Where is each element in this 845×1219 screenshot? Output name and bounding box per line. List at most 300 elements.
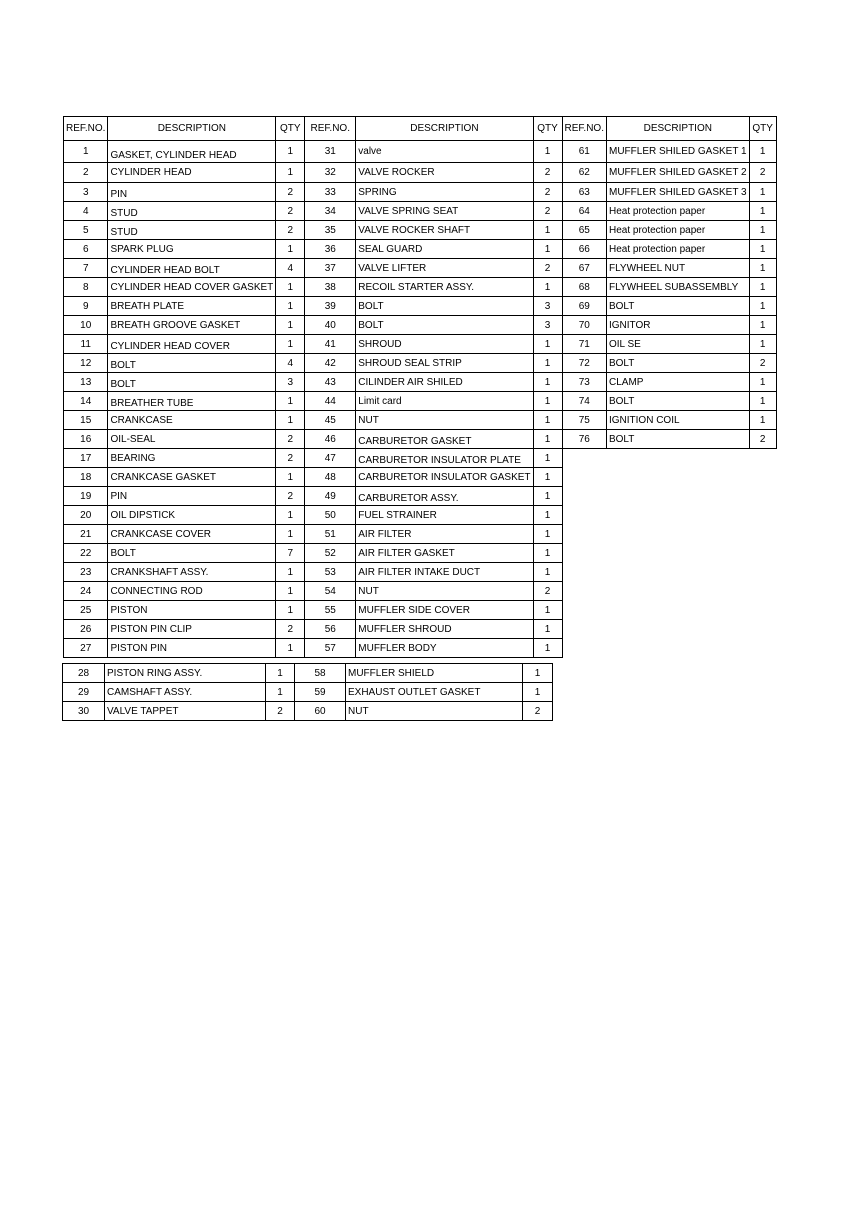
part-description: SHROUD <box>356 335 533 354</box>
part-quantity: 1 <box>533 639 562 658</box>
ref-number: 51 <box>305 525 356 544</box>
table-row <box>64 335 777 354</box>
table-row <box>63 702 553 721</box>
ref-number: 30 <box>63 702 105 721</box>
part-quantity: 1 <box>533 392 562 411</box>
part-quantity: 1 <box>276 163 305 183</box>
part-description: NUT <box>356 582 533 601</box>
part-description: CYLINDER HEAD COVER <box>108 335 276 354</box>
part-quantity: 1 <box>276 639 305 658</box>
part-quantity: 1 <box>533 544 562 563</box>
ref-number: 76 <box>562 430 606 449</box>
part-quantity: 3 <box>533 316 562 335</box>
part-description: EXHAUST OUTLET GASKET <box>346 683 523 702</box>
table-row <box>64 259 777 278</box>
part-description: FUEL STRAINER <box>356 506 533 525</box>
part-quantity: 2 <box>276 430 305 449</box>
ref-number: 63 <box>562 183 606 202</box>
part-quantity: 2 <box>749 430 776 449</box>
part-description: PISTON <box>108 601 276 620</box>
empty-cell <box>562 506 606 525</box>
part-quantity: 1 <box>749 411 776 430</box>
empty-cell <box>606 449 749 468</box>
ref-number: 23 <box>64 563 108 582</box>
part-description: CONNECTING ROD <box>108 582 276 601</box>
part-quantity: 1 <box>276 411 305 430</box>
part-quantity: 1 <box>533 373 562 392</box>
part-description: BREATHER TUBE <box>108 392 276 411</box>
empty-cell <box>562 563 606 582</box>
part-description: PIN <box>108 183 276 202</box>
table-row <box>64 525 777 544</box>
table-row <box>64 373 777 392</box>
empty-cell <box>606 601 749 620</box>
part-quantity: 7 <box>276 544 305 563</box>
ref-number: 5 <box>64 221 108 240</box>
part-description: CYLINDER HEAD <box>108 163 276 183</box>
parts-table <box>63 116 777 658</box>
part-quantity: 1 <box>749 183 776 202</box>
empty-cell <box>606 639 749 658</box>
part-description: MUFFLER SHILED GASKET 3 <box>606 183 749 202</box>
part-description: PISTON PIN <box>108 639 276 658</box>
part-description: valve <box>356 141 533 163</box>
empty-cell <box>562 544 606 563</box>
table-row <box>64 639 777 658</box>
part-quantity: 4 <box>276 354 305 373</box>
ref-number: 31 <box>305 141 356 163</box>
part-description: BREATH GROOVE GASKET <box>108 316 276 335</box>
empty-cell <box>562 525 606 544</box>
part-quantity: 1 <box>749 240 776 259</box>
empty-cell <box>749 449 776 468</box>
table-row <box>64 278 777 297</box>
header-refno-2: REF.NO. <box>305 117 356 141</box>
part-quantity: 1 <box>276 278 305 297</box>
table-row <box>64 582 777 601</box>
ref-number: 24 <box>64 582 108 601</box>
part-quantity: 2 <box>533 202 562 221</box>
empty-cell <box>562 582 606 601</box>
ref-number: 7 <box>64 259 108 278</box>
ref-number: 65 <box>562 221 606 240</box>
part-quantity: 1 <box>266 683 295 702</box>
part-quantity: 2 <box>523 702 553 721</box>
empty-cell <box>562 487 606 506</box>
part-description: CRANKCASE <box>108 411 276 430</box>
empty-cell <box>749 601 776 620</box>
ref-number: 57 <box>305 639 356 658</box>
ref-number: 60 <box>295 702 346 721</box>
part-quantity: 1 <box>276 392 305 411</box>
part-description: OIL SE <box>606 335 749 354</box>
part-description: VALVE ROCKER SHAFT <box>356 221 533 240</box>
ref-number: 12 <box>64 354 108 373</box>
header-description-3: DESCRIPTION <box>606 117 749 141</box>
table-row <box>64 141 777 163</box>
part-quantity: 1 <box>276 582 305 601</box>
ref-number: 4 <box>64 202 108 221</box>
ref-number: 14 <box>64 392 108 411</box>
ref-number: 6 <box>64 240 108 259</box>
part-description: VALVE LIFTER <box>356 259 533 278</box>
header-description: DESCRIPTION <box>108 117 276 141</box>
part-quantity: 1 <box>276 316 305 335</box>
empty-cell <box>749 506 776 525</box>
ref-number: 67 <box>562 259 606 278</box>
part-description: BOLT <box>606 430 749 449</box>
table-row <box>64 221 777 240</box>
ref-number: 71 <box>562 335 606 354</box>
part-quantity: 1 <box>749 278 776 297</box>
ref-number: 70 <box>562 316 606 335</box>
empty-cell <box>562 468 606 487</box>
table-row <box>64 601 777 620</box>
ref-number: 33 <box>305 183 356 202</box>
part-description: SHROUD SEAL STRIP <box>356 354 533 373</box>
empty-cell <box>562 601 606 620</box>
table-row <box>64 544 777 563</box>
header-description-2: DESCRIPTION <box>356 117 533 141</box>
part-quantity: 1 <box>533 468 562 487</box>
part-description: CRANKCASE COVER <box>108 525 276 544</box>
empty-cell <box>749 525 776 544</box>
part-quantity: 1 <box>533 487 562 506</box>
part-description: BOLT <box>108 354 276 373</box>
part-quantity: 1 <box>276 601 305 620</box>
part-description: CARBURETOR GASKET <box>356 430 533 449</box>
table-row <box>64 563 777 582</box>
part-description: PISTON PIN CLIP <box>108 620 276 639</box>
ref-number: 52 <box>305 544 356 563</box>
empty-cell <box>606 487 749 506</box>
empty-cell <box>749 620 776 639</box>
part-quantity: 1 <box>533 221 562 240</box>
part-quantity: 1 <box>523 683 553 702</box>
ref-number: 40 <box>305 316 356 335</box>
part-quantity: 2 <box>276 221 305 240</box>
part-description: AIR FILTER INTAKE DUCT <box>356 563 533 582</box>
part-quantity: 1 <box>266 664 295 683</box>
part-description: BREATH PLATE <box>108 297 276 316</box>
empty-cell <box>606 620 749 639</box>
part-description: VALVE SPRING SEAT <box>356 202 533 221</box>
part-quantity: 1 <box>276 141 305 163</box>
part-description: MUFFLER BODY <box>356 639 533 658</box>
part-description: Heat protection paper <box>606 202 749 221</box>
ref-number: 9 <box>64 297 108 316</box>
part-description: GASKET, CYLINDER HEAD <box>108 141 276 163</box>
part-quantity: 1 <box>276 240 305 259</box>
ref-number: 19 <box>64 487 108 506</box>
empty-cell <box>562 639 606 658</box>
ref-number: 59 <box>295 683 346 702</box>
part-description: CARBURETOR INSULATOR PLATE <box>356 449 533 468</box>
part-description: CAMSHAFT ASSY. <box>105 683 266 702</box>
ref-number: 8 <box>64 278 108 297</box>
ref-number: 10 <box>64 316 108 335</box>
part-description: BOLT <box>356 297 533 316</box>
ref-number: 62 <box>562 163 606 183</box>
part-quantity: 2 <box>276 487 305 506</box>
ref-number: 75 <box>562 411 606 430</box>
ref-number: 66 <box>562 240 606 259</box>
ref-number: 41 <box>305 335 356 354</box>
part-quantity: 1 <box>533 449 562 468</box>
part-quantity: 1 <box>749 373 776 392</box>
part-description: IGNITOR <box>606 316 749 335</box>
part-quantity: 1 <box>749 259 776 278</box>
part-description: CARBURETOR INSULATOR GASKET <box>356 468 533 487</box>
ref-number: 54 <box>305 582 356 601</box>
empty-cell <box>562 449 606 468</box>
part-description: CYLINDER HEAD BOLT <box>108 259 276 278</box>
table-row <box>64 430 777 449</box>
table-row <box>64 506 777 525</box>
part-quantity: 1 <box>533 335 562 354</box>
part-description: FLYWHEEL NUT <box>606 259 749 278</box>
ref-number: 16 <box>64 430 108 449</box>
empty-cell <box>749 582 776 601</box>
part-description: OIL DIPSTICK <box>108 506 276 525</box>
ref-number: 15 <box>64 411 108 430</box>
part-quantity: 1 <box>749 392 776 411</box>
empty-cell <box>606 525 749 544</box>
ref-number: 26 <box>64 620 108 639</box>
part-quantity: 2 <box>276 202 305 221</box>
part-quantity: 2 <box>276 449 305 468</box>
part-description: Heat protection paper <box>606 240 749 259</box>
ref-number: 43 <box>305 373 356 392</box>
ref-number: 42 <box>305 354 356 373</box>
part-description: CRANKCASE GASKET <box>108 468 276 487</box>
ref-number: 45 <box>305 411 356 430</box>
part-quantity: 1 <box>533 278 562 297</box>
table-row <box>64 449 777 468</box>
empty-cell <box>606 544 749 563</box>
ref-number: 36 <box>305 240 356 259</box>
ref-number: 46 <box>305 430 356 449</box>
ref-number: 17 <box>64 449 108 468</box>
table-row <box>63 683 553 702</box>
table-row <box>64 240 777 259</box>
part-quantity: 1 <box>533 240 562 259</box>
part-quantity: 1 <box>533 563 562 582</box>
empty-cell <box>562 620 606 639</box>
part-description: PIN <box>108 487 276 506</box>
ref-number: 69 <box>562 297 606 316</box>
table-row <box>64 468 777 487</box>
part-description: BEARING <box>108 449 276 468</box>
part-quantity: 1 <box>533 430 562 449</box>
ref-number: 56 <box>305 620 356 639</box>
empty-cell <box>606 506 749 525</box>
ref-number: 68 <box>562 278 606 297</box>
part-description: CYLINDER HEAD COVER GASKET <box>108 278 276 297</box>
part-quantity: 2 <box>533 163 562 183</box>
part-description: BOLT <box>356 316 533 335</box>
ref-number: 53 <box>305 563 356 582</box>
part-quantity: 3 <box>276 373 305 392</box>
part-quantity: 1 <box>533 506 562 525</box>
part-description: OIL-SEAL <box>108 430 276 449</box>
part-description: AIR FILTER GASKET <box>356 544 533 563</box>
part-quantity: 1 <box>533 141 562 163</box>
part-description: PISTON RING ASSY. <box>105 664 266 683</box>
ref-number: 58 <box>295 664 346 683</box>
ref-number: 61 <box>562 141 606 163</box>
table-row <box>64 487 777 506</box>
part-quantity: 1 <box>533 601 562 620</box>
part-description: VALVE TAPPET <box>105 702 266 721</box>
part-quantity: 2 <box>533 582 562 601</box>
part-quantity: 1 <box>276 468 305 487</box>
part-description: IGNITION COIL <box>606 411 749 430</box>
empty-cell <box>749 487 776 506</box>
part-description: MUFFLER SHROUD <box>356 620 533 639</box>
parts-table-continued <box>62 663 553 721</box>
ref-number: 48 <box>305 468 356 487</box>
part-quantity: 1 <box>533 620 562 639</box>
table-row <box>64 163 777 183</box>
empty-cell <box>749 639 776 658</box>
part-description: MUFFLER SIDE COVER <box>356 601 533 620</box>
ref-number: 55 <box>305 601 356 620</box>
ref-number: 72 <box>562 354 606 373</box>
ref-number: 39 <box>305 297 356 316</box>
part-description: CILINDER AIR SHILED <box>356 373 533 392</box>
empty-cell <box>749 468 776 487</box>
part-description: CLAMP <box>606 373 749 392</box>
table-row <box>64 620 777 639</box>
ref-number: 25 <box>64 601 108 620</box>
ref-number: 32 <box>305 163 356 183</box>
ref-number: 1 <box>64 141 108 163</box>
empty-cell <box>749 544 776 563</box>
part-description: SPARK PLUG <box>108 240 276 259</box>
part-quantity: 2 <box>266 702 295 721</box>
part-quantity: 1 <box>749 202 776 221</box>
part-quantity: 2 <box>749 354 776 373</box>
table-row <box>64 354 777 373</box>
table-row <box>64 202 777 221</box>
part-quantity: 2 <box>276 620 305 639</box>
part-quantity: 1 <box>533 411 562 430</box>
ref-number: 38 <box>305 278 356 297</box>
part-description: SPRING <box>356 183 533 202</box>
part-description: BOLT <box>108 373 276 392</box>
part-description: STUD <box>108 221 276 240</box>
part-quantity: 1 <box>276 506 305 525</box>
header-qty: QTY <box>276 117 305 141</box>
part-description: Limit card <box>356 392 533 411</box>
table-header-row <box>64 117 777 141</box>
ref-number: 74 <box>562 392 606 411</box>
part-quantity: 1 <box>276 335 305 354</box>
ref-number: 27 <box>64 639 108 658</box>
part-quantity: 1 <box>749 141 776 163</box>
part-description: Heat protection paper <box>606 221 749 240</box>
ref-number: 35 <box>305 221 356 240</box>
part-quantity: 1 <box>276 297 305 316</box>
table-row <box>64 316 777 335</box>
empty-cell <box>749 563 776 582</box>
ref-number: 34 <box>305 202 356 221</box>
ref-number: 3 <box>64 183 108 202</box>
part-description: MUFFLER SHILED GASKET 2 <box>606 163 749 183</box>
part-description: NUT <box>346 702 523 721</box>
header-qty-2: QTY <box>533 117 562 141</box>
part-description: BOLT <box>606 354 749 373</box>
part-description: STUD <box>108 202 276 221</box>
table-row <box>64 297 777 316</box>
header-refno-3: REF.NO. <box>562 117 606 141</box>
ref-number: 21 <box>64 525 108 544</box>
part-description: BOLT <box>606 297 749 316</box>
part-quantity: 1 <box>749 297 776 316</box>
ref-number: 11 <box>64 335 108 354</box>
part-description: MUFFLER SHILED GASKET 1 <box>606 141 749 163</box>
part-description: SEAL GUARD <box>356 240 533 259</box>
part-quantity: 1 <box>533 354 562 373</box>
part-description: CARBURETOR ASSY. <box>356 487 533 506</box>
table-row <box>64 411 777 430</box>
part-quantity: 1 <box>276 525 305 544</box>
ref-number: 22 <box>64 544 108 563</box>
part-description: NUT <box>356 411 533 430</box>
ref-number: 29 <box>63 683 105 702</box>
part-quantity: 4 <box>276 259 305 278</box>
part-quantity: 1 <box>749 221 776 240</box>
table-row <box>63 664 553 683</box>
ref-number: 18 <box>64 468 108 487</box>
part-quantity: 1 <box>276 563 305 582</box>
part-quantity: 2 <box>749 163 776 183</box>
empty-cell <box>606 582 749 601</box>
table-row <box>64 392 777 411</box>
part-quantity: 1 <box>749 316 776 335</box>
part-description: FLYWHEEL SUBASSEMBLY <box>606 278 749 297</box>
part-quantity: 1 <box>523 664 553 683</box>
ref-number: 20 <box>64 506 108 525</box>
part-description: CRANKSHAFT ASSY. <box>108 563 276 582</box>
part-quantity: 2 <box>533 259 562 278</box>
ref-number: 28 <box>63 664 105 683</box>
empty-cell <box>606 468 749 487</box>
part-description: MUFFLER SHIELD <box>346 664 523 683</box>
part-quantity: 1 <box>533 525 562 544</box>
part-quantity: 2 <box>276 183 305 202</box>
ref-number: 44 <box>305 392 356 411</box>
part-quantity: 1 <box>749 335 776 354</box>
header-refno: REF.NO. <box>64 117 108 141</box>
part-quantity: 3 <box>533 297 562 316</box>
ref-number: 13 <box>64 373 108 392</box>
part-quantity: 2 <box>533 183 562 202</box>
ref-number: 47 <box>305 449 356 468</box>
ref-number: 64 <box>562 202 606 221</box>
ref-number: 49 <box>305 487 356 506</box>
part-description: BOLT <box>606 392 749 411</box>
table-row <box>64 183 777 202</box>
ref-number: 50 <box>305 506 356 525</box>
part-description: AIR FILTER <box>356 525 533 544</box>
part-description: BOLT <box>108 544 276 563</box>
part-description: VALVE ROCKER <box>356 163 533 183</box>
header-qty-3: QTY <box>749 117 776 141</box>
ref-number: 37 <box>305 259 356 278</box>
part-description: RECOIL STARTER ASSY. <box>356 278 533 297</box>
